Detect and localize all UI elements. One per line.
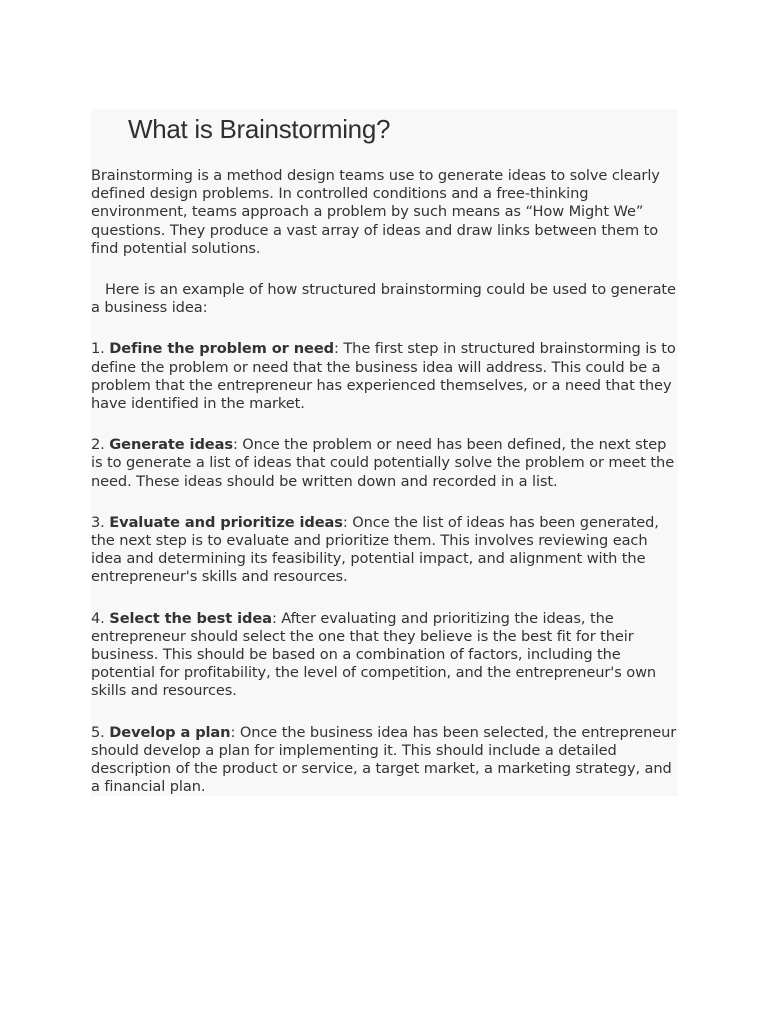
document-panel <box>91 109 678 796</box>
step-text: : The first step in structured brainstorming is to define the problem or need that the business idea will address. This could be a problem that the entrepreneur has experienced themselves, or a need that they have identified in the market. <box>91 340 676 413</box>
step-item <box>91 724 681 797</box>
step-item <box>91 340 681 413</box>
step-text: : After evaluating and prioritizing the ideas, the entrepreneur should select the one that they believe is the best fit for their business. This should be based on a combination of factors, including the potential for profitability, the level of competition, and the entrepreneur's own skills and resources. <box>91 609 657 700</box>
step-heading: Select the best idea <box>109 609 272 627</box>
step-text: : Once the business idea has been selected, the entrepreneur should develop a plan for implementing it. This should include a detailed description of the product or service, a target market, a marketing strategy, and a financial plan. <box>91 723 677 796</box>
step-item <box>91 610 681 701</box>
step-number: 1. <box>91 340 105 358</box>
step-heading: Evaluate and prioritize ideas <box>109 513 343 531</box>
step-item <box>91 436 681 491</box>
step-heading: Develop a plan <box>109 723 231 741</box>
step-text: : Once the problem or need has been defined, the next step is to generate a list of ideas that could potentially solve the problem or meet the need. These ideas should be written down and recorded in a list. <box>91 436 675 490</box>
step-heading: Generate ideas <box>109 436 233 454</box>
document-body <box>91 167 681 819</box>
step-number: 3. <box>91 513 105 531</box>
example-paragraph: Here is an example of how structured brainstorming could be used to generate a business idea: <box>91 281 676 317</box>
step-number: 2. <box>91 436 105 454</box>
page-title: What is Brainstorming? <box>128 114 391 144</box>
step-number: 4. <box>91 609 105 627</box>
step-item <box>91 514 681 587</box>
step-heading: Define the problem or need <box>109 340 334 358</box>
step-text: : Once the list of ideas has been generated, the next step is to evaluate and prioritize them. This involves reviewing each idea and determining its feasibility, potential impact, and alignment with the entrepreneur's skills and resources. <box>91 513 659 586</box>
intro-paragraph: Brainstorming is a method design teams use to generate ideas to solve clearly defined design problems. In controlled conditions and a free-thinking environment, teams approach a problem by such means as “How Might We” questions. They produce a vast array of ideas and draw links between them to find potential solutions. <box>91 167 660 257</box>
step-number: 5. <box>91 723 105 741</box>
